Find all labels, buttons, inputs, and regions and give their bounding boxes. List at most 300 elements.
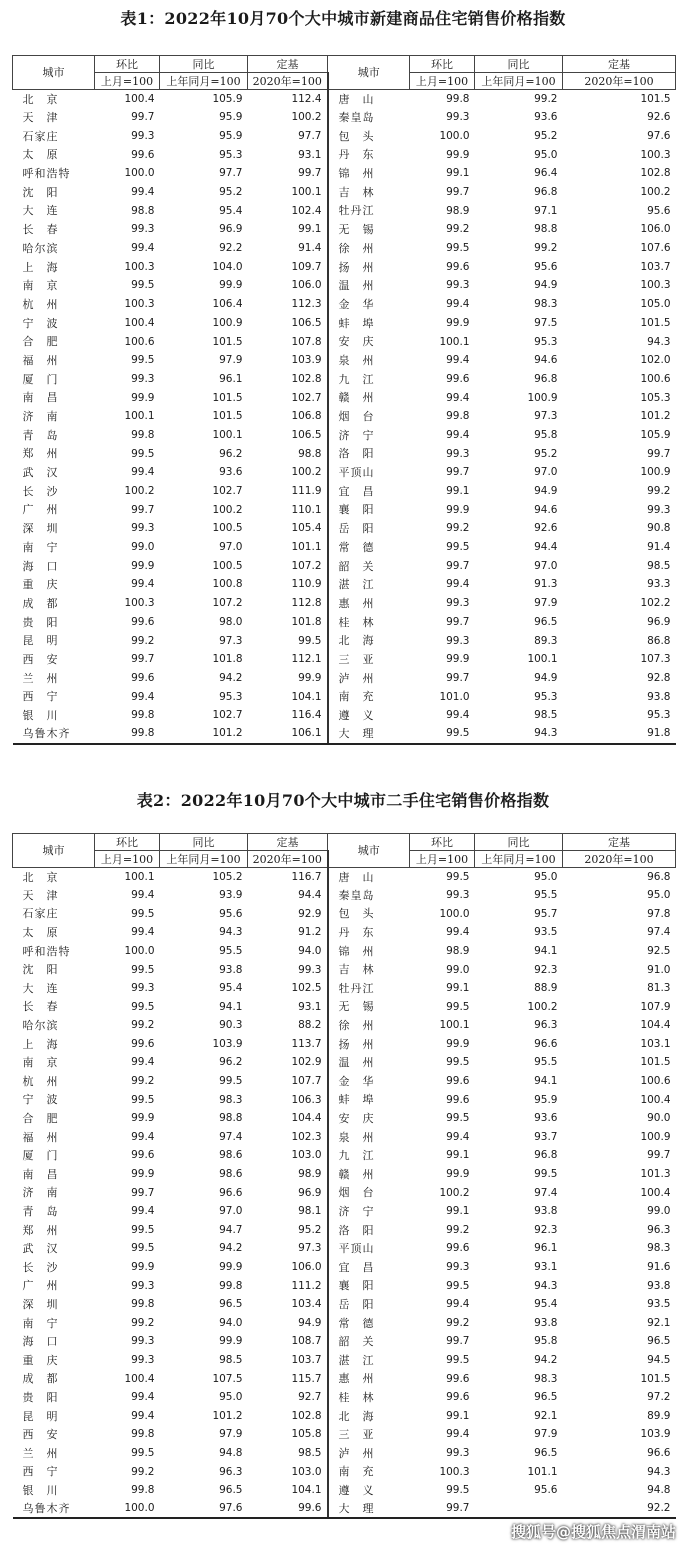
index-value: 100.3 [124, 260, 155, 273]
index-value: 99.8 [446, 410, 470, 423]
city-name: 济 南 [22, 410, 59, 424]
city-name: 昆 明 [22, 634, 59, 648]
index-value: 105.2 [212, 870, 243, 883]
table-row [13, 669, 676, 688]
index-value: 91.2 [248, 923, 328, 942]
table-row [13, 575, 676, 594]
table-row [13, 1258, 676, 1277]
index-value: 94.3 [475, 725, 563, 744]
index-value: 99.1 [446, 167, 470, 180]
index-value: 96.5 [647, 1335, 671, 1348]
index-value: 96.3 [534, 1019, 558, 1032]
index-value: 107.2 [212, 597, 243, 610]
table-row [13, 868, 676, 887]
index-value: 94.6 [534, 354, 558, 367]
index-value: 101.2 [160, 725, 248, 744]
index-value: 99.4 [131, 242, 155, 255]
index-value: 95.9 [534, 1093, 558, 1106]
city-name: 韶 关 [338, 559, 375, 573]
index-value: 102.8 [640, 167, 671, 180]
table-row [13, 631, 676, 650]
index-value: 99.5 [446, 1000, 470, 1013]
city-name: 吉 林 [338, 185, 375, 199]
header-mom_sub: 上月=100 [95, 851, 160, 868]
index-value: 94.9 [534, 279, 558, 292]
index-value: 92.8 [647, 671, 671, 684]
header-mom_sub: 上月=100 [95, 73, 160, 90]
index-value: 93.1 [248, 998, 328, 1017]
index-value: 99.3 [446, 889, 470, 902]
index-value: 90.8 [647, 522, 671, 535]
index-value: 92.3 [534, 963, 558, 976]
city-name: 海 口 [22, 559, 59, 573]
index-value: 92.6 [647, 111, 671, 124]
index-value: 99.0 [446, 963, 470, 976]
index-value: 98.5 [534, 709, 558, 722]
index-value: 99.4 [446, 354, 470, 367]
index-value: 99.9 [219, 1261, 243, 1274]
index-value: 99.9 [446, 503, 470, 516]
index-value: 94.3 [219, 926, 243, 939]
index-value: 105.9 [640, 428, 671, 441]
index-value: 106.4 [212, 298, 243, 311]
city-name: 泸 州 [338, 671, 375, 685]
index-value: 99.7 [446, 466, 470, 479]
city-name: 宜 昌 [338, 484, 375, 498]
city-name: 合 肥 [22, 1112, 59, 1126]
header-yoy_sub: 上年同月=100 [475, 73, 563, 90]
index-value: 95.3 [219, 690, 243, 703]
table-row [13, 1035, 676, 1054]
index-value: 97.4 [219, 1130, 243, 1143]
index-value: 89.3 [534, 634, 558, 647]
index-value: 99.4 [446, 391, 470, 404]
table-row [13, 1314, 676, 1333]
index-value: 99.7 [131, 653, 155, 666]
index-value: 95.0 [534, 870, 558, 883]
index-value: 99.7 [410, 1500, 475, 1519]
index-value: 100.1 [439, 335, 470, 348]
city-name: 沈 阳 [22, 963, 59, 977]
index-value: 92.3 [534, 1223, 558, 1236]
index-value: 101.8 [248, 613, 328, 632]
city-name: 广 州 [22, 503, 59, 517]
index-value: 98.9 [446, 944, 470, 957]
city-name: 秦皇岛 [338, 888, 375, 902]
header-fixed_sub: 2020年=100 [563, 851, 676, 868]
city-name: 长 沙 [22, 1260, 59, 1274]
index-value: 104.1 [248, 688, 328, 707]
table-row [13, 942, 676, 961]
index-value: 99.3 [131, 522, 155, 535]
city-name: 上 海 [22, 260, 59, 274]
index-value: 99.3 [446, 1446, 470, 1459]
index-value: 102.7 [212, 485, 243, 498]
index-value: 96.6 [534, 1037, 558, 1050]
city-name: 贵 阳 [22, 1390, 59, 1404]
city-name: 天 津 [22, 111, 59, 125]
city-name: 扬 州 [338, 1037, 375, 1051]
table-row [13, 1109, 676, 1128]
table-row [13, 1500, 676, 1519]
index-value: 95.4 [219, 204, 243, 217]
header-mom: 环比 [410, 56, 475, 73]
index-value: 97.0 [219, 1205, 243, 1218]
index-value: 99.4 [446, 1428, 470, 1441]
city-name: 郑 州 [22, 447, 59, 461]
index-value: 99.5 [534, 1168, 558, 1181]
index-value: 99.4 [131, 1130, 155, 1143]
index-value: 98.8 [534, 223, 558, 236]
city-name: 襄 阳 [338, 1279, 375, 1293]
index-value: 99.5 [131, 447, 155, 460]
index-value: 96.3 [219, 1465, 243, 1478]
index-value: 98.3 [219, 1093, 243, 1106]
index-value: 99.0 [131, 541, 155, 554]
table-row [13, 482, 676, 501]
index-value: 99.2 [131, 1075, 155, 1088]
city-name: 石家庄 [22, 129, 59, 143]
index-value: 100.6 [640, 1075, 671, 1088]
index-value: 97.9 [219, 1428, 243, 1441]
index-value: 107.8 [248, 332, 328, 351]
index-value: 97.9 [534, 597, 558, 610]
index-value: 99.3 [446, 1261, 470, 1274]
index-value: 100.2 [124, 485, 155, 498]
city-name: 沈 阳 [22, 185, 59, 199]
index-value: 101.5 [640, 1372, 671, 1385]
table-row [13, 1425, 676, 1444]
index-value: 99.2 [446, 1316, 470, 1329]
index-value: 92.2 [219, 242, 243, 255]
index-value: 100.4 [640, 1093, 671, 1106]
index-value: 94.3 [647, 335, 671, 348]
index-value: 94.9 [534, 671, 558, 684]
index-value: 99.3 [248, 960, 328, 979]
index-value: 90.0 [647, 1112, 671, 1125]
city-name: 青 岛 [22, 428, 59, 442]
table-row [13, 998, 676, 1017]
city-name: 太 原 [22, 926, 59, 940]
index-value: 91.0 [647, 963, 671, 976]
index-value: 91.3 [534, 578, 558, 591]
index-value: 99.8 [131, 428, 155, 441]
table1-title: 表1：2022年10月70个大中城市新建商品住宅销售价格指数 [120, 9, 566, 28]
city-name: 蚌 埠 [338, 1093, 375, 1107]
city-name: 南 充 [338, 1465, 375, 1479]
city-name: 丹 东 [338, 148, 375, 162]
city-name: 湛 江 [338, 1353, 375, 1367]
city-name: 徐 州 [338, 241, 375, 255]
index-value: 99.5 [219, 1075, 243, 1088]
city-name: 福 州 [22, 353, 59, 367]
city-name: 烟 台 [338, 1186, 375, 1200]
index-value: 103.7 [640, 260, 671, 273]
table-row [13, 706, 676, 725]
index-value: 99.6 [446, 1391, 470, 1404]
index-value: 99.3 [446, 597, 470, 610]
header-fixed_sub: 2020年=100 [248, 851, 328, 868]
index-value: 93.8 [534, 1316, 558, 1329]
city-name: 南 昌 [22, 391, 59, 405]
table-row [13, 1463, 676, 1482]
index-value: 98.9 [446, 204, 470, 217]
index-value: 99.5 [131, 907, 155, 920]
table-row [13, 445, 676, 464]
index-value: 99.5 [446, 1112, 470, 1125]
index-value: 116.4 [248, 706, 328, 725]
city-name: 武 汉 [22, 1242, 59, 1256]
index-value: 100.0 [439, 129, 470, 142]
index-value: 95.7 [534, 907, 558, 920]
index-value: 99.9 [131, 1112, 155, 1125]
index-value: 99.2 [131, 1316, 155, 1329]
index-value: 92.6 [534, 522, 558, 535]
index-value: 94.9 [534, 485, 558, 498]
index-value: 99.9 [446, 1168, 470, 1181]
city-name: 太 原 [22, 148, 59, 162]
index-value: 95.9 [219, 111, 243, 124]
index-value: 99.3 [131, 372, 155, 385]
index-value: 99.0 [647, 1205, 671, 1218]
index-value: 100.1 [439, 1019, 470, 1032]
index-value: 99.2 [131, 1019, 155, 1032]
city-name: 唐 山 [338, 92, 375, 106]
header-city: 城市 [13, 834, 95, 868]
table-row [13, 1146, 676, 1165]
index-value: 90.3 [219, 1019, 243, 1032]
index-value: 94.2 [534, 1353, 558, 1366]
index-value: 102.2 [640, 597, 671, 610]
index-value: 92.7 [248, 1388, 328, 1407]
index-value: 97.4 [647, 926, 671, 939]
index-value: 89.9 [647, 1409, 671, 1422]
index-value: 102.4 [248, 202, 328, 221]
index-value: 99.4 [446, 1298, 470, 1311]
index-value: 99.8 [131, 1428, 155, 1441]
city-name: 包 头 [338, 129, 375, 143]
index-value: 106.3 [248, 1091, 328, 1110]
index-value: 99.2 [446, 1223, 470, 1236]
index-value: 95.5 [534, 1056, 558, 1069]
header-mom: 环比 [95, 834, 160, 851]
index-value: 96.9 [248, 1184, 328, 1203]
city-name: 平顶山 [338, 466, 375, 480]
index-value: 96.8 [534, 372, 558, 385]
index-value: 101.5 [212, 335, 243, 348]
index-value: 100.1 [527, 653, 558, 666]
index-value: 96.1 [534, 1242, 558, 1255]
index-value: 97.0 [534, 559, 558, 572]
table-row [13, 1184, 676, 1203]
index-value: 106.5 [248, 426, 328, 445]
table-row [13, 557, 676, 576]
index-value: 99.6 [446, 1093, 470, 1106]
index-value: 99.7 [647, 1149, 671, 1162]
index-value: 94.0 [248, 942, 328, 961]
table-row [13, 1444, 676, 1463]
city-name: 兰 州 [22, 671, 59, 685]
city-name: 乌鲁木齐 [13, 1500, 95, 1519]
city-name: 温 州 [338, 279, 375, 293]
city-name: 深 圳 [22, 1297, 59, 1311]
index-value: 102.3 [248, 1128, 328, 1147]
index-value: 100.0 [95, 1500, 160, 1519]
header-yoy_sub: 上年同月=100 [160, 851, 248, 868]
table-row [13, 501, 676, 520]
index-value: 106.0 [248, 276, 328, 295]
city-name: 平顶山 [338, 1242, 375, 1256]
city-name: 岳 阳 [338, 1297, 375, 1311]
index-value: 97.0 [534, 466, 558, 479]
index-value: 97.4 [534, 1186, 558, 1199]
index-value: 100.6 [124, 335, 155, 348]
index-value: 101.8 [212, 653, 243, 666]
index-value: 99.9 [446, 316, 470, 329]
table-row [13, 1277, 676, 1296]
index-value: 94.2 [219, 671, 243, 684]
city-name: 北 海 [338, 1409, 375, 1423]
table-row [13, 688, 676, 707]
table-row [13, 519, 676, 538]
city-name: 乌鲁木齐 [13, 725, 95, 744]
city-name: 徐 州 [338, 1019, 375, 1033]
city-name: 南 京 [22, 279, 59, 293]
index-value: 99.2 [534, 92, 558, 105]
index-value: 97.5 [534, 316, 558, 329]
city-name: 金 华 [338, 297, 375, 311]
index-value: 106.5 [248, 314, 328, 333]
table-row [13, 1239, 676, 1258]
city-name: 天 津 [22, 888, 59, 902]
city-name: 岳 阳 [338, 522, 375, 536]
index-value: 93.6 [534, 1112, 558, 1125]
city-name: 厦 门 [22, 372, 59, 386]
city-name: 安 庆 [338, 1112, 375, 1126]
index-value: 96.8 [647, 870, 671, 883]
index-value: 98.5 [248, 1444, 328, 1463]
table-row [13, 258, 676, 277]
index-value: 99.6 [446, 260, 470, 273]
index-value: 94.4 [248, 886, 328, 905]
city-name: 锦 州 [338, 944, 375, 958]
header-mom: 环比 [95, 56, 160, 73]
index-value: 93.8 [647, 690, 671, 703]
index-value: 99.6 [446, 1075, 470, 1088]
city-name: 洛 阳 [338, 1223, 375, 1237]
index-value: 99.2 [446, 223, 470, 236]
table-row [13, 1128, 676, 1147]
index-value: 110.9 [248, 575, 328, 594]
city-name: 郑 州 [22, 1223, 59, 1237]
index-value: 98.8 [131, 204, 155, 217]
index-value: 101.2 [212, 1409, 243, 1422]
city-name: 赣 州 [338, 391, 375, 405]
index-value: 105.3 [640, 391, 671, 404]
index-value: 99.7 [446, 615, 470, 628]
index-value: 95.0 [647, 889, 671, 902]
index-value: 88.2 [248, 1016, 328, 1035]
city-name: 兰 州 [22, 1446, 59, 1460]
index-value: 99.5 [131, 1446, 155, 1459]
header-fixed_sub: 2020年=100 [563, 73, 676, 90]
table-row [13, 886, 676, 905]
index-value: 99.6 [131, 148, 155, 161]
index-value: 95.3 [647, 709, 671, 722]
index-value: 99.7 [131, 503, 155, 516]
index-value: 94.0 [219, 1316, 243, 1329]
index-value: 95.5 [534, 889, 558, 902]
index-value: 94.9 [248, 1314, 328, 1333]
table-row [13, 1072, 676, 1091]
city-name: 重 庆 [22, 578, 59, 592]
index-value: 99.6 [446, 1372, 470, 1385]
city-name: 锦 州 [338, 167, 375, 181]
city-name: 桂 林 [338, 1390, 375, 1404]
index-value: 112.8 [248, 594, 328, 613]
index-value: 103.7 [248, 1351, 328, 1370]
table-row [13, 239, 676, 258]
table-row [13, 1202, 676, 1221]
index-value: 106.1 [248, 725, 328, 744]
index-value: 107.7 [248, 1072, 328, 1091]
table-row [13, 1295, 676, 1314]
city-name: 惠 州 [338, 596, 375, 610]
index-value: 105.9 [212, 92, 243, 105]
index-value: 95.6 [219, 907, 243, 920]
index-value: 101.5 [640, 1056, 671, 1069]
index-value: 99.6 [446, 372, 470, 385]
index-value: 94.1 [219, 1000, 243, 1013]
index-value: 99.7 [131, 1186, 155, 1199]
index-value: 95.2 [248, 1221, 328, 1240]
table2-title: 表2：2022年10月70个大中城市二手住宅销售价格指数 [136, 791, 550, 810]
index-value: 100.1 [124, 410, 155, 423]
table-row [13, 1332, 676, 1351]
index-value: 102.8 [248, 370, 328, 389]
index-value: 96.3 [647, 1223, 671, 1236]
index-value: 99.9 [446, 1037, 470, 1050]
index-value: 95.0 [534, 148, 558, 161]
table-row [13, 1091, 676, 1110]
city-name: 成 都 [22, 1372, 59, 1386]
index-value [475, 1500, 563, 1519]
city-name: 成 都 [22, 596, 59, 610]
city-name: 九 江 [338, 1149, 375, 1163]
index-value: 97.3 [534, 410, 558, 423]
index-value: 97.0 [219, 541, 243, 554]
city-name: 吉 林 [338, 963, 375, 977]
table-row [13, 407, 676, 426]
table-row [13, 164, 676, 183]
city-name: 襄 阳 [338, 503, 375, 517]
index-value: 93.5 [647, 1298, 671, 1311]
table-row [13, 725, 676, 744]
index-value: 100.5 [212, 559, 243, 572]
index-value: 107.6 [640, 242, 671, 255]
index-value: 99.4 [131, 1409, 155, 1422]
table-row [13, 370, 676, 389]
index-value: 112.4 [248, 90, 328, 109]
index-value: 96.4 [534, 167, 558, 180]
city-name: 大 理 [328, 725, 410, 744]
index-value: 96.2 [219, 1056, 243, 1069]
index-value: 99.8 [131, 709, 155, 722]
city-name: 长 沙 [22, 484, 59, 498]
index-value: 99.8 [446, 92, 470, 105]
table-row [13, 389, 676, 408]
table-row [13, 202, 676, 221]
